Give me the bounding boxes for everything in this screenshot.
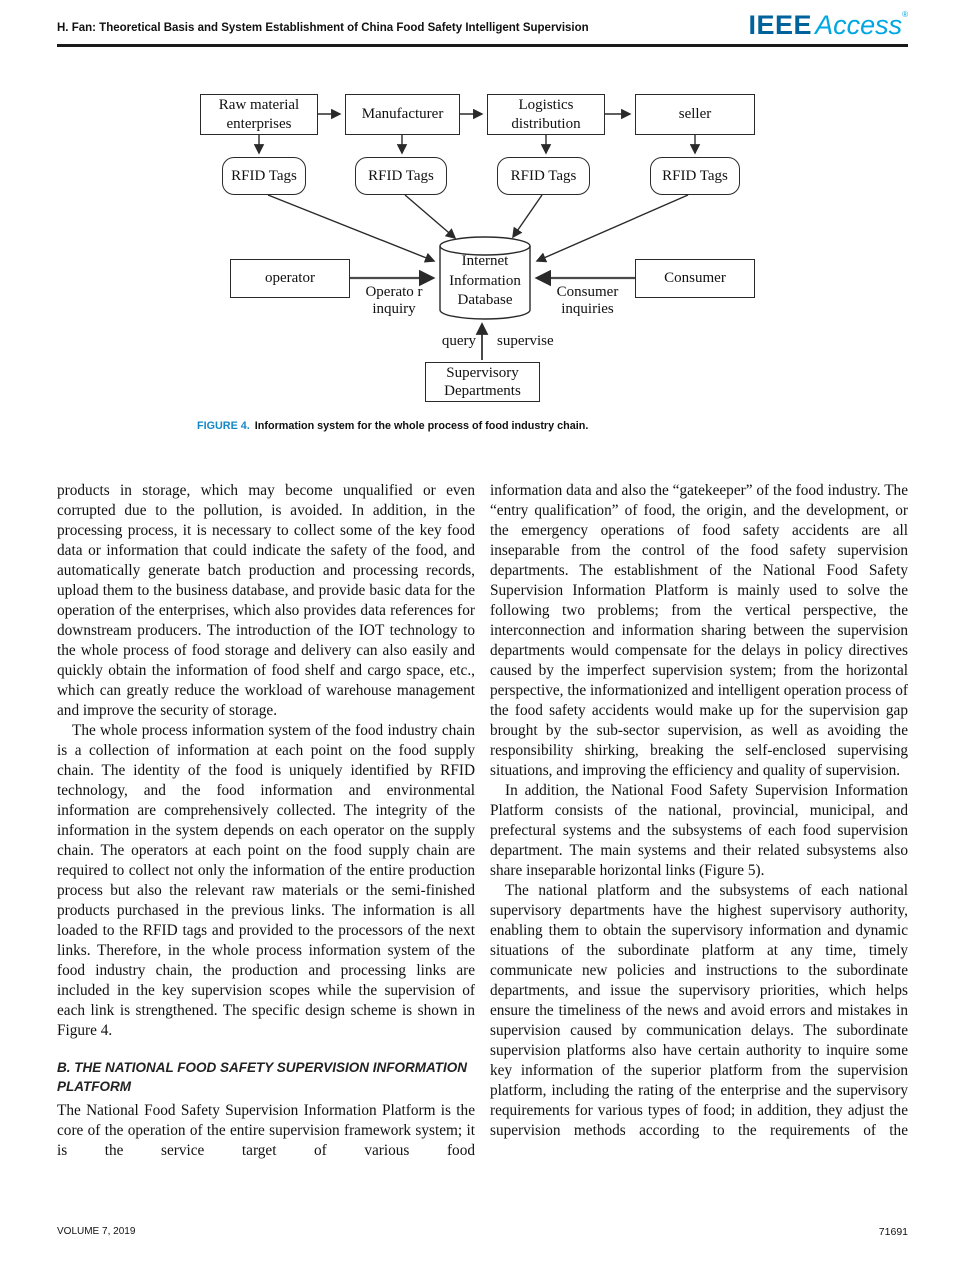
- label-supervise: supervise: [497, 333, 554, 349]
- section-heading-b: B. THE NATIONAL FOOD SAFETY SUPERVISION INFORMATION PLATFORM: [57, 1060, 468, 1094]
- ieee-logo-text: IEEE: [748, 10, 813, 40]
- edge-rfid4-to-database: [537, 195, 688, 261]
- access-logo-text: Access: [815, 10, 903, 40]
- node-manufacturer: Manufacturer: [345, 94, 460, 135]
- paragraph: information data and also the “gatekeeper” of the food industry. The “entry qualification” of food, the origin, and the development, or the emergency operations of food safety accidents are all inseparable from the control of the food safety supervision departments. The establishment of the National Food Safety Supervision Information Platform is mainly used to solve the following two problems; from the vertical perspective, the interconnection and information sharing between the supervision departments would compensate for the delays in policy directives caused by the imperfect supervision system; from the horizontal perspective, the informationized and intelligent operation process of the food safety accidents would make up for the supervision gap brought by the sub-sector supervision, as well as avoiding the responsibility shirking, breaking the self-enclosed supervising situations, and improving the efficiency and quality of supervision.: [490, 482, 908, 779]
- running-title: H. Fan: Theoretical Basis and System Establishment of China Food Safety Intelligent Supervision: [57, 22, 589, 34]
- edge-rfid2-to-database: [405, 195, 455, 238]
- paragraph: The national platform and the subsystems of each national supervisory departments have the highest supervisory authority, enabling them to obtain the supervisory information and dynamic situations of the subordinate platform at any time, timely communicate new policies and instructions to the subordinate departments, and issue the supervisory priorities, which helps ensure the timeliness of the news and avoid errors and mistakes in supervision caused by communication delays. The subordinate supervision platforms also have certain authority to inquire some key information of the superior platform from the supervision platform, including the rating of the enterprise and the supervisory requirements for various types of food; in addition, they adjust the supervision methods according to the requirements of the: [490, 882, 908, 1139]
- paragraph: The whole process information system of the food industry chain is a collection of information at each point on the food supply chain. The identity of the food is uniquely identified by RFID technology, and the food information and environmental information are comprehensively collected. The integrity of the information in the system depends on each operator on the supply chain. The operators at each point on the food supply chain are required to collect not only the information of the entire production process but also the relevant raw materials or the semi-finished products purchased in the previous links. The information is all loaded to the RFID tags and provided to the processors of the next links. Therefore, in the whole process information system of the food industry chain, the production and processing links are included in the key supervision scopes while the supervision of each link is strengthened. The specific design scheme is shown in Figure 4.: [57, 722, 475, 1039]
- footer-volume: VOLUME 7, 2019: [57, 1226, 136, 1237]
- paragraph: The National Food Safety Supervision Information Platform is the core of the operation of the entire supervision framework system; it is the service target of various food: [57, 1102, 475, 1159]
- node-rfid-tags-1: RFID Tags: [222, 157, 306, 195]
- figure-caption-label: FIGURE 4.: [197, 420, 250, 432]
- registered-mark: ®: [902, 10, 908, 19]
- node-rfid-tags-2: RFID Tags: [355, 157, 447, 195]
- body-column-left: [57, 481, 475, 1161]
- body-column-right: [490, 481, 908, 1141]
- figure-diagram-arrows: [0, 0, 957, 420]
- edge-rfid3-to-database: [513, 195, 542, 237]
- figure-caption: [197, 420, 757, 432]
- node-supervisory-departments: Supervisory Departments: [425, 362, 540, 402]
- node-seller: seller: [635, 94, 755, 135]
- node-rfid-tags-3: RFID Tags: [497, 157, 590, 195]
- label-consumer-inquiries: Consumer inquiries: [556, 284, 619, 318]
- node-operator: operator: [230, 259, 350, 298]
- node-internet-information-database: Internet Information Database: [449, 253, 521, 308]
- label-operator-inquiry: Operato r inquiry: [365, 284, 423, 318]
- footer-page-number: 71691: [878, 1226, 908, 1238]
- node-logistics-distribution: Logistics distribution: [487, 94, 605, 135]
- node-consumer: Consumer: [635, 259, 755, 298]
- label-query: query: [441, 333, 476, 349]
- node-rfid-tags-4: RFID Tags: [650, 157, 740, 195]
- figure-caption-text: Information system for the whole process of food industry chain.: [254, 420, 589, 432]
- node-raw-material-enterprises: Raw material enterprises: [200, 94, 318, 135]
- edge-rfid1-to-database: [268, 195, 434, 261]
- paragraph: products in storage, which may become unqualified or even corrupted due to the pollution, is avoided. In addition, in the processing process, it is necessary to collect some of the key food data or information that could indicate the safety of the food, and automatically generate batch production and processing records, upload them to the business database, and provide basic data for the operation of the enterprises, which also provides data references for downstream producers. The introduction of the IOT technology to the whole process of food storage and delivery can also easily and quickly obtain the information of food shelf and cargo space, etc., which can greatly reduce the workload of warehouse management and improve the security of storage.: [57, 482, 475, 719]
- paragraph: In addition, the National Food Safety Supervision Information Platform consists of the national, provincial, municipal, and prefectural systems and the subsystems of each food supervision department. The main systems and their related subsystems also share inseparable horizontal links (Figure 5).: [490, 782, 908, 879]
